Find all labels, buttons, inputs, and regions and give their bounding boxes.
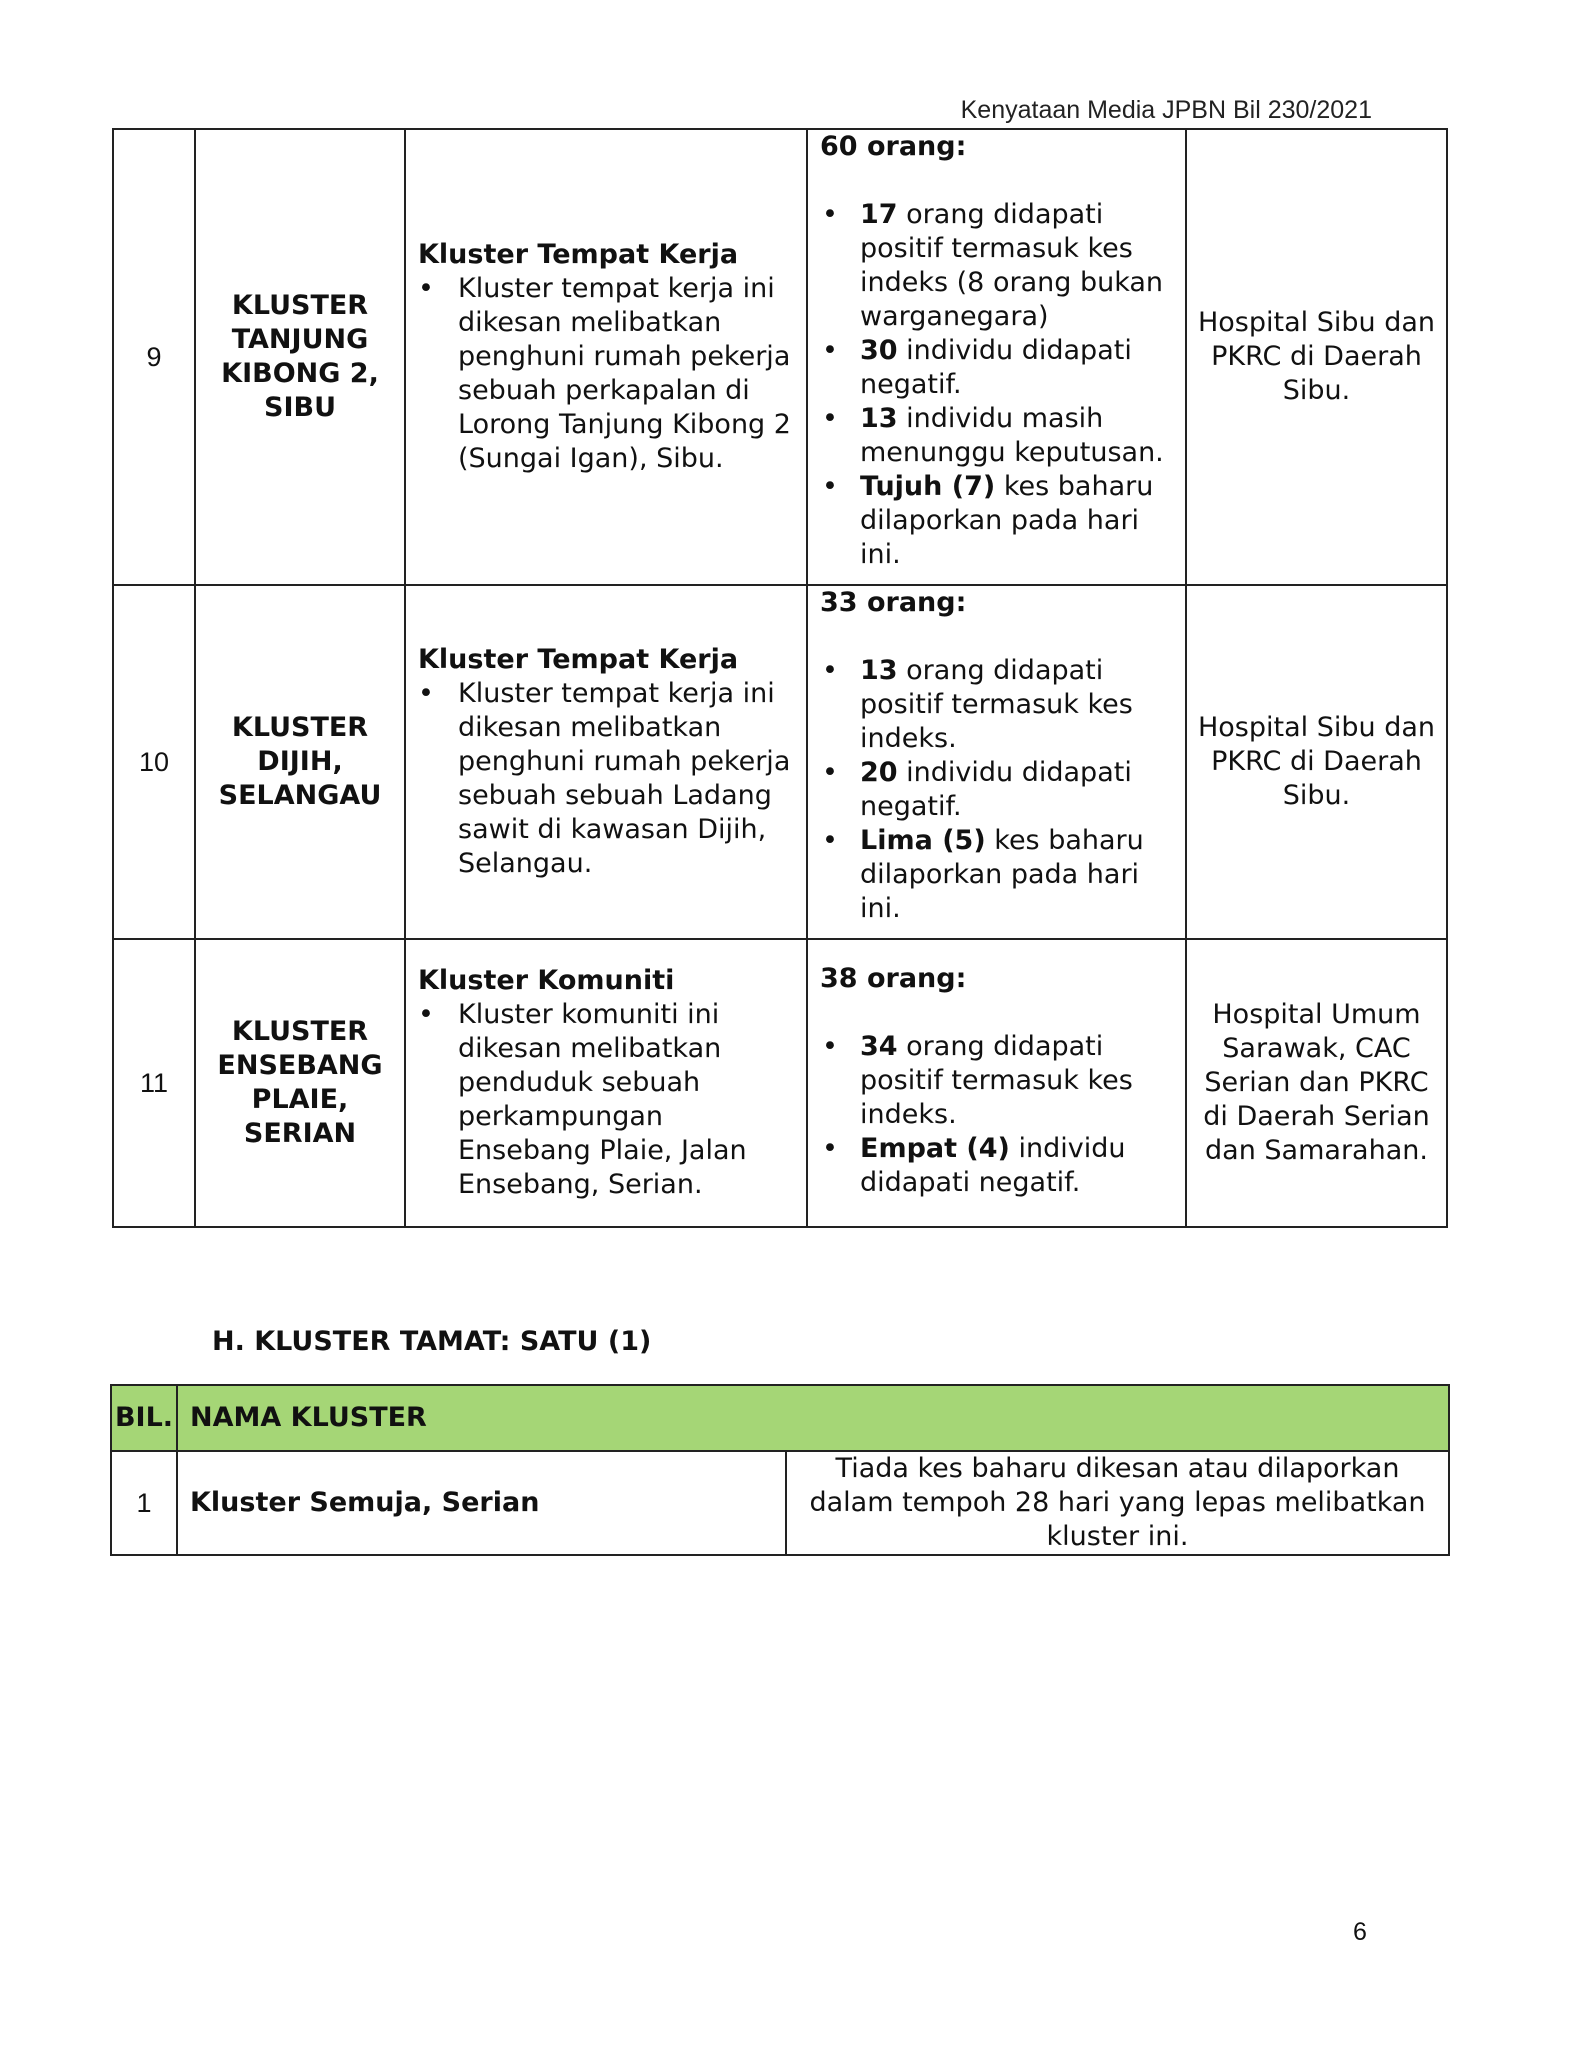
cluster-description-cell (405, 939, 807, 1227)
case-text: individu didapati negatif. (860, 1133, 1126, 1198)
case-breakdown-list (820, 198, 1175, 572)
cluster-name: KLUSTER ENSEBANG PLAIE, SERIAN (195, 939, 405, 1227)
case-breakdown-list (820, 654, 1175, 926)
ended-clusters-heading: H. KLUSTER TAMAT: SATU (1) (212, 1326, 652, 1357)
cluster-number: 10 (113, 585, 195, 939)
list-item (820, 654, 1175, 756)
case-status-cell (807, 585, 1186, 939)
table-row (113, 129, 1447, 585)
cluster-type: Kluster Komuniti (418, 965, 675, 996)
table-row (113, 939, 1447, 1227)
list-item: • Kluster komuniti ini dikesan melibatkan penduduk sebuah perkampungan Ensebang Plaie, Jalan Ensebang, Serian. (418, 998, 794, 1202)
description-list (418, 998, 794, 1202)
cluster-name: KLUSTER TANJUNG KIBONG 2, SIBU (195, 129, 405, 585)
treatment-location: Hospital Sibu dan PKRC di Daerah Sibu. (1186, 585, 1447, 939)
ended-cluster-name: Kluster Semuja, Serian (177, 1451, 786, 1555)
list-item: • Kluster tempat kerja ini dikesan melibatkan penghuni rumah pekerja sebuah perkapalan di Lorong Tanjung Kibong 2 (Sungai Igan), Sibu. (418, 272, 794, 476)
case-breakdown-list (820, 1030, 1175, 1200)
case-count: 38 orang: (820, 963, 967, 994)
case-figure: 20 (860, 757, 898, 788)
description-list (418, 272, 794, 476)
page-number: 6 (1353, 1918, 1367, 1946)
case-text: kes baharu dilaporkan pada hari ini. (860, 471, 1154, 570)
list-item (820, 470, 1175, 572)
case-figure: Empat (4) (860, 1133, 1010, 1164)
ended-cluster-number: 1 (111, 1451, 177, 1555)
list-item (820, 1132, 1175, 1200)
case-figure: 30 (860, 335, 898, 366)
case-figure: Tujuh (7) (860, 471, 996, 502)
case-count: 60 orang: (820, 131, 967, 162)
cluster-type: Kluster Tempat Kerja (418, 239, 739, 270)
case-text: individu didapati negatif. (860, 335, 1132, 400)
case-figure: 13 (860, 403, 898, 434)
column-header-bil: BIL. (111, 1385, 177, 1451)
ended-cluster-note: Tiada kes baharu dikesan atau dilaporkan dalam tempoh 28 hari yang lepas melibatkan kluster ini. (786, 1451, 1449, 1555)
list-item: • Kluster tempat kerja ini dikesan melibatkan penghuni rumah pekerja sebuah sebuah Ladang sawit di kawasan Dijih, Selangau. (418, 677, 794, 881)
ended-clusters-table (110, 1384, 1450, 1556)
case-figure: Lima (5) (860, 825, 986, 856)
active-clusters-table (112, 128, 1448, 1228)
case-text: orang didapati positif termasuk kes indeks. (860, 1031, 1133, 1130)
treatment-location: Hospital Umum Sarawak, CAC Serian dan PKRC di Daerah Serian dan Samarahan. (1186, 939, 1447, 1227)
list-item (820, 198, 1175, 334)
list-item (820, 402, 1175, 470)
case-text: orang didapati positif termasuk kes indeks (8 orang bukan warganegara) (860, 199, 1164, 332)
column-header-name: NAMA KLUSTER (177, 1385, 1449, 1451)
document-reference: Kenyataan Media JPBN Bil 230/2021 (960, 96, 1372, 124)
case-text: individu didapati negatif. (860, 757, 1132, 822)
case-count: 33 orang: (820, 587, 967, 618)
cluster-description-cell (405, 585, 807, 939)
list-item (820, 824, 1175, 926)
list-item (820, 756, 1175, 824)
table-header-row (111, 1385, 1449, 1451)
case-figure: 34 (860, 1031, 898, 1062)
case-text: individu masih menunggu keputusan. (860, 403, 1164, 468)
cluster-number: 11 (113, 939, 195, 1227)
description-list (418, 677, 794, 881)
cluster-type: Kluster Tempat Kerja (418, 644, 739, 675)
case-figure: 17 (860, 199, 898, 230)
case-status-cell (807, 129, 1186, 585)
list-item (820, 1030, 1175, 1132)
list-item (820, 334, 1175, 402)
case-status-cell (807, 939, 1186, 1227)
treatment-location: Hospital Sibu dan PKRC di Daerah Sibu. (1186, 129, 1447, 585)
cluster-description-cell (405, 129, 807, 585)
case-text: orang didapati positif termasuk kes indeks. (860, 655, 1133, 754)
cluster-number: 9 (113, 129, 195, 585)
cluster-name: KLUSTER DIJIH, SELANGAU (195, 585, 405, 939)
table-row (111, 1451, 1449, 1555)
case-text: kes baharu dilaporkan pada hari ini. (860, 825, 1144, 924)
case-figure: 13 (860, 655, 898, 686)
table-row (113, 585, 1447, 939)
